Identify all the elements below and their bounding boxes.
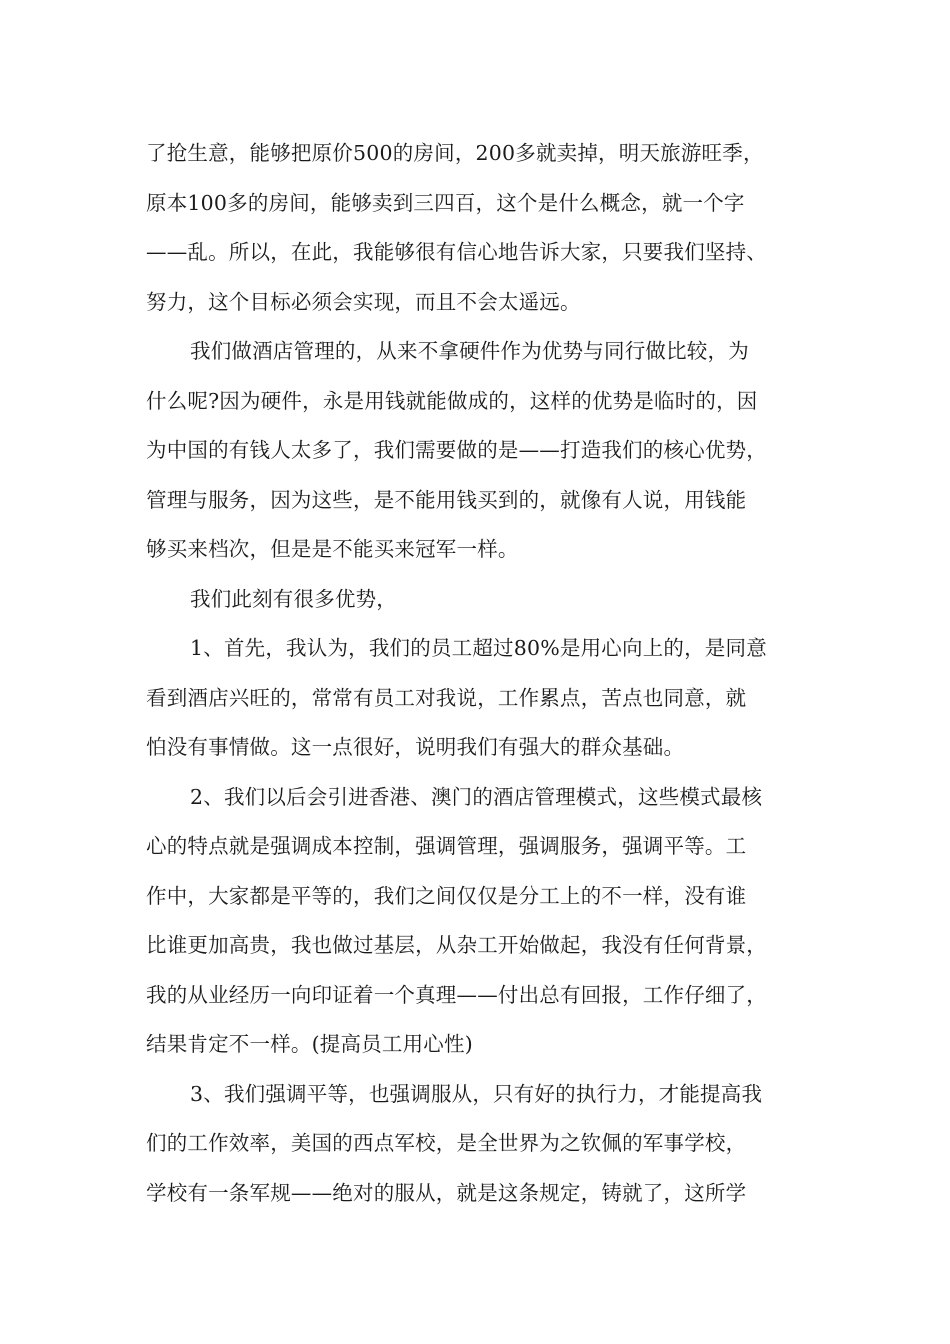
text-line: 努力，这个目标必须会实现，而且不会太遥远。 bbox=[146, 289, 581, 314]
document-body bbox=[146, 129, 808, 1218]
text-line: 心的特点就是强调成本控制，强调管理，强调服务，强调平等。工 bbox=[146, 834, 747, 858]
text-line: 管理与服务，因为这些，是不能用钱买到的，就像有人说，用钱能 bbox=[146, 487, 747, 512]
text-line: 我们做酒店管理的，从来不拿硬件作为优势与同行做比较，为 bbox=[190, 339, 749, 363]
text-line: 们的工作效率，美国的西点军校，是全世界为之钦佩的军事学校， bbox=[146, 1131, 747, 1155]
text-line: 什么呢?因为硬件，永是用钱就能做成的，这样的优势是临时的，因 bbox=[146, 388, 758, 413]
text-line: 2、我们以后会引进香港、澳门的酒店管理模式，这些模式最核 bbox=[190, 784, 763, 809]
text-line: 了抢生意，能够把原价500的房间，200多就卖掉，明天旅游旺季， bbox=[146, 141, 764, 165]
text-line: 学校有一条军规——绝对的服从，就是这条规定，铸就了，这所学 bbox=[146, 1180, 747, 1205]
text-line: 怕没有事情做。这一点很好，说明我们有强大的群众基础。 bbox=[146, 735, 685, 759]
text-line: 结果肯定不一样。(提高员工用心性) bbox=[146, 1032, 473, 1056]
text-line: 3、我们强调平等，也强调服从，只有好的执行力，才能提高我 bbox=[190, 1081, 763, 1106]
text-line: 我的从业经历一向印证着一个真理——付出总有回报，工作仔细了， bbox=[146, 982, 767, 1007]
text-line: 够买来档次，但是是不能买来冠军一样。 bbox=[146, 537, 519, 561]
text-line: 为中国的有钱人太多了，我们需要做的是——打造我们的核心优势， bbox=[146, 438, 767, 462]
text-line: 比谁更加高贵，我也做过基层，从杂工开始做起，我没有任何背景， bbox=[146, 933, 767, 957]
text-line: 我们此刻有很多优势， bbox=[190, 586, 397, 611]
text-line: 原本100多的房间，能够卖到三四百，这个是什么概念，就一个字 bbox=[146, 190, 745, 215]
text-line: 1、首先，我认为，我们的员工超过80%是用心向上的，是同意 bbox=[190, 636, 767, 660]
text-line: 看到酒店兴旺的，常常有员工对我说，工作累点，苦点也同意，就 bbox=[146, 685, 747, 710]
text-line: 作中，大家都是平等的，我们之间仅仅是分工上的不一样，没有谁 bbox=[146, 883, 747, 908]
text-line: ——乱。所以，在此，我能够很有信心地告诉大家，只要我们坚持、 bbox=[146, 240, 767, 264]
